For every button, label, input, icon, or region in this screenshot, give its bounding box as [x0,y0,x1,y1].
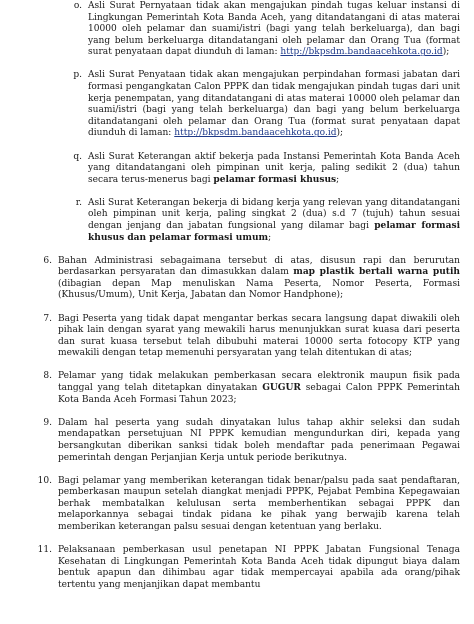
body-text: Asli Surat Keterangan aktif bekerja pada Instansi Pemerintah Kota Banda Aceh yang ditandatangani oleh pimpinan unit kerja, paling sedikit 2 (dua) tahun secara terus-menerus bagi [88,151,460,185]
list-item-text [58,418,460,464]
body-text: Asli Surat Keterangan bekerja di bidang kerja yang relevan yang ditandatangani oleh pimpinan unit kerja, paling singkat 2 (dua) s.d 7 (tujuh) tahun sesuai dengan jenjang dan jabatan fungsional yang dilamar bagi [88,197,460,231]
body-text: Pelamar yang tidak melakukan pemberkasan secara elektronik maupun fisik pada tanggal yang telah ditetapkan dinyatakan [58,371,460,394]
download-link[interactable]: http://bkpsdm.bandaacehkota.go.id [280,47,443,58]
body-text: ; [268,232,272,243]
list-marker: 6. [43,255,52,266]
body-text: Bagi pelamar yang memberikan keterangan tidak benar/palsu pada saat pendaftaran, pemberkasan maupun setelah diangkat menjadi PPPK, Pejabat Pembina Kepegawaian berhak membatalkan kelulusan serta memberhentikan sebagai PPPK dan melaporkannya sebagai tindak pidana ke pihak yang berwajib karena telah memberikan keterangan palsu sesuai dengan ketentuan yang berlaku. [58,475,460,532]
list-item-text [58,256,460,302]
list-marker: o. [73,1,82,11]
sub-requirement-list [0,1,460,244]
body-text: Bahan Administrasi sebagaimana tersebut di atas, disusun rapi dan berurutan berdasarkan persyaratan dan dimasukkan dalam [58,255,460,278]
body-text: (dibagian depan Map menuliskan Nama Peserta, Nomor Peserta, Formasi (Khusus/Umum), Unit Kerja, Jabatan dan Nomor Handphone); [58,278,460,301]
list-item-text [88,198,460,244]
list-item-text [58,545,460,591]
sub-item-3 [0,198,460,244]
list-item-text [88,1,460,59]
list-marker: p. [73,70,82,81]
numbered-item-2 [0,371,460,406]
list-marker: r. [75,197,82,208]
emphasis-text: GUGUR [262,383,301,394]
emphasis-text: pelamar formasi khusus dan pelamar formasi umum [88,221,461,243]
list-marker: 10. [37,475,52,486]
numbered-item-0 [0,256,460,302]
body-text: ); [336,128,344,139]
body-text: Asli Surat Penyataan tidak akan mengajukan perpindahan formasi jabatan dari formasi pengangkatan Calon PPPK dan tidak mengajukan pindah tugas dari unit kerja penempatan, yang ditandatangani di atas materai 10000 oleh pelamar dan suami/istri (bagi yang telah berkeluarga) dan bagi yang belum berkeluarga ditandatangani oleh pelamar dan Orang Tua (format surat penyataan dapat diunduh di laman: [88,70,460,139]
list-marker: 8. [43,371,52,382]
body-text: Asli Surat Pernyataan tidak akan mengajukan pindah tugas keluar instansi di Lingkungan Pemerintah Kota Banda Aceh, yang ditandatangani di atas materai 10000 oleh pelamar dan suami/istri (bagi yang telah berkeluarga), dan bagi yang belum berkeluarga ditandatangani oleh pelamar dan Orang Tua (format surat penyataan dapat diunduh di laman: [88,1,460,58]
body-text: sebagai Calon PPPK Pemerintah Kota Banda Aceh Formasi Tahun 2023; [58,383,460,405]
list-marker: q. [73,151,82,162]
list-item-text [88,152,460,187]
body-text: Pelaksanaan pemberkasan usul penetapan NI PPPK Jabatan Fungsional Tenaga Kesehatan di Lingkungan Pemerintah Kota Banda Aceh tidak dipungut biaya dalam bentuk apapun dan dihimbau agar tidak mempercayai apabila ada orang/pihak tertentu yang menjanjikan dapat membantu [58,545,460,590]
body-text: ; [336,174,340,185]
list-marker: 7. [43,313,52,324]
sub-item-0 [0,1,460,59]
body-text: ); [442,47,450,58]
list-item-text [88,70,460,140]
sub-item-1 [0,70,460,140]
list-marker: 11. [37,545,52,556]
sub-item-2 [0,152,460,187]
list-item-text [58,314,460,360]
numbered-item-5 [0,545,460,591]
numbered-item-4 [0,476,460,534]
numbered-item-3 [0,418,460,464]
list-item-text [58,371,460,406]
list-item-text [58,476,460,534]
numbered-item-1 [0,314,460,360]
emphasis-text: pelamar formasi khusus [213,174,337,185]
list-marker: 9. [43,417,52,428]
body-text: Bagi Peserta yang tidak dapat mengantar berkas secara langsung dapat diwakili oleh pihak lain dengan syarat yang mewakili harus menunjukkan surat kuasa dari peserta dan surat kuasa tersebut telah dibubuhi materai 10000 serta fotocopy KTP yang mewakili dengan tetap memenuhi persyaratan yang telah ditentukan di atas; [58,313,460,359]
download-link[interactable]: http://bkpsdm.bandaacehkota.go.id [174,128,337,139]
numbered-provision-list [0,256,460,592]
body-text: Dalam hal peserta yang sudah dinyatakan lulus tahap akhir seleksi dan sudah mendapatkan persetujuan NI PPPK kemudian mengundurkan diri, kepada yang bersangkutan diberikan sanksi tidak boleh mendaftar pada penerimaan Pegawai pemerintah dengan Perjanjian Kerja untuk periode berikutnya. [58,417,460,463]
emphasis-text: map plastik bertali warna putih [293,267,460,278]
